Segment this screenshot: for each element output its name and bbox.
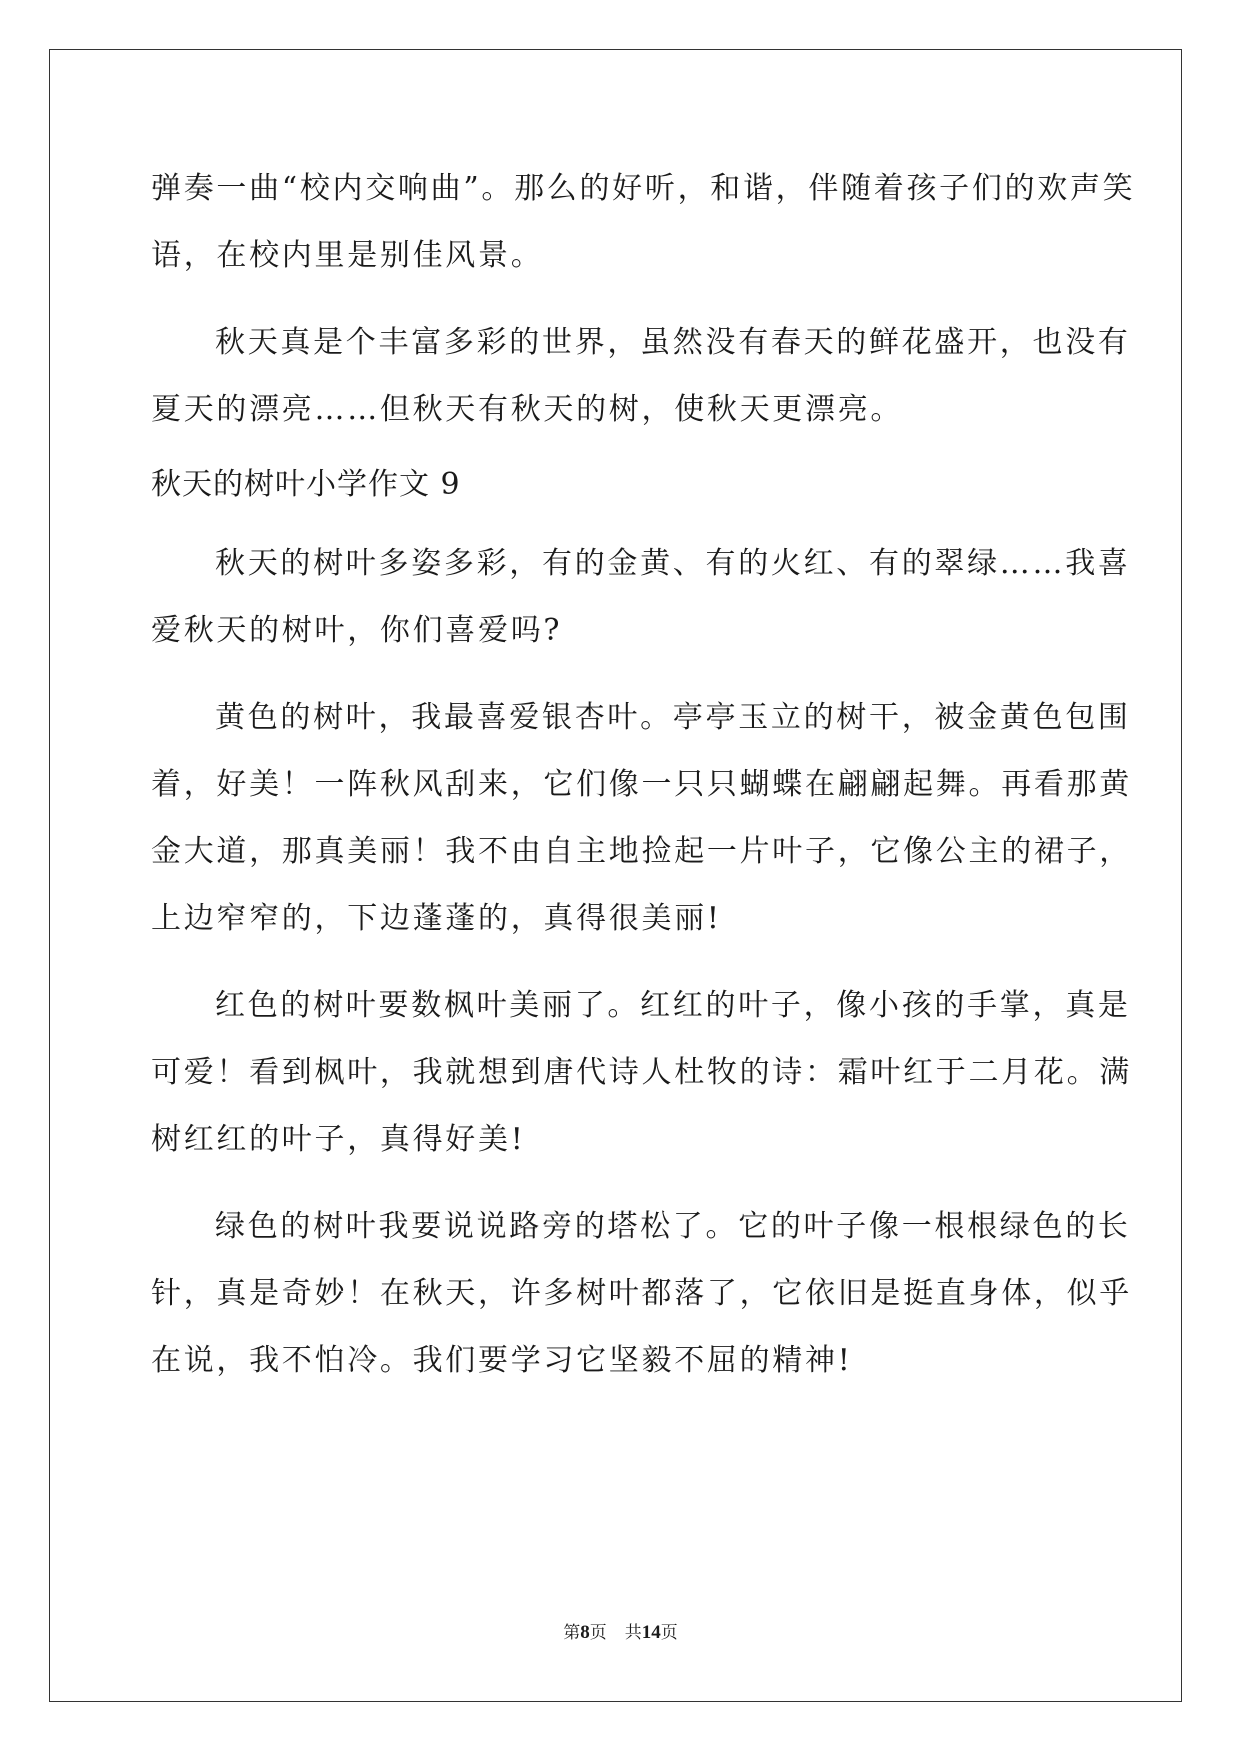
text-line: 爱秋天的树叶，你们喜爱吗? xyxy=(151,613,563,648)
total-pages: 14 xyxy=(641,1622,661,1643)
page-suffix: 页 xyxy=(589,1623,607,1643)
paragraph-5 xyxy=(151,972,1132,1173)
paragraph-4 xyxy=(151,684,1132,952)
text-line: 着，好美！一阵秋风刮来，它们像一只只蝴蝶在翩翩起舞。再看那黄 xyxy=(151,767,1132,802)
document-body xyxy=(151,155,1136,1394)
paragraph-3 xyxy=(151,530,1131,664)
text-line: 针，真是奇妙！在秋天，许多树叶都落了，它依旧是挺直身体，似乎 xyxy=(151,1276,1132,1311)
paragraph-6 xyxy=(151,1193,1132,1394)
text-line: 可爱！看到枫叶，我就想到唐代诗人杜牧的诗：霜叶红于二月花。满 xyxy=(151,1055,1132,1090)
text-line: 弹奏一曲“校内交响曲”。那么的好听，和谐，伴随着孩子们的欢声笑 xyxy=(151,171,1136,206)
page-footer xyxy=(0,1620,1241,1646)
text-line: 夏天的漂亮……但秋天有秋天的树，使秋天更漂亮。 xyxy=(151,392,904,427)
text-line: 在说，我不怕冷。我们要学习它坚毅不屈的精神! xyxy=(151,1343,853,1378)
paragraph-2 xyxy=(151,309,1131,443)
total-prefix: 共 xyxy=(624,1623,642,1643)
heading-text: 秋天的树叶小学作文 9 xyxy=(151,467,461,502)
text-line: 上边窄窄的，下边蓬蓬的，真得很美丽! xyxy=(151,901,722,936)
text-line: 黄色的树叶，我最喜爱银杏叶。亭亭玉立的树干，被金黄色包围 xyxy=(215,700,1131,735)
text-line: 秋天真是个丰富多彩的世界，虽然没有春天的鲜花盛开，也没有 xyxy=(215,325,1131,360)
text-line: 绿色的树叶我要说说路旁的塔松了。它的叶子像一根根绿色的长 xyxy=(215,1209,1131,1244)
text-line: 秋天的树叶多姿多彩，有的金黄、有的火红、有的翠绿……我喜 xyxy=(215,546,1131,581)
page-prefix: 第 xyxy=(563,1623,581,1643)
text-line: 金大道，那真美丽！我不由自主地捡起一片叶子，它像公主的裙子， xyxy=(151,834,1132,869)
paragraph-1 xyxy=(151,155,1136,289)
text-line: 红色的树叶要数枫叶美丽了。红红的叶子，像小孩的手掌，真是 xyxy=(215,988,1131,1023)
total-suffix: 页 xyxy=(660,1623,678,1643)
page-number: 8 xyxy=(580,1622,590,1643)
text-line: 语，在校内里是别佳风景。 xyxy=(151,238,544,273)
section-heading xyxy=(151,451,1083,518)
text-line: 树红红的叶子，真得好美! xyxy=(151,1122,526,1157)
